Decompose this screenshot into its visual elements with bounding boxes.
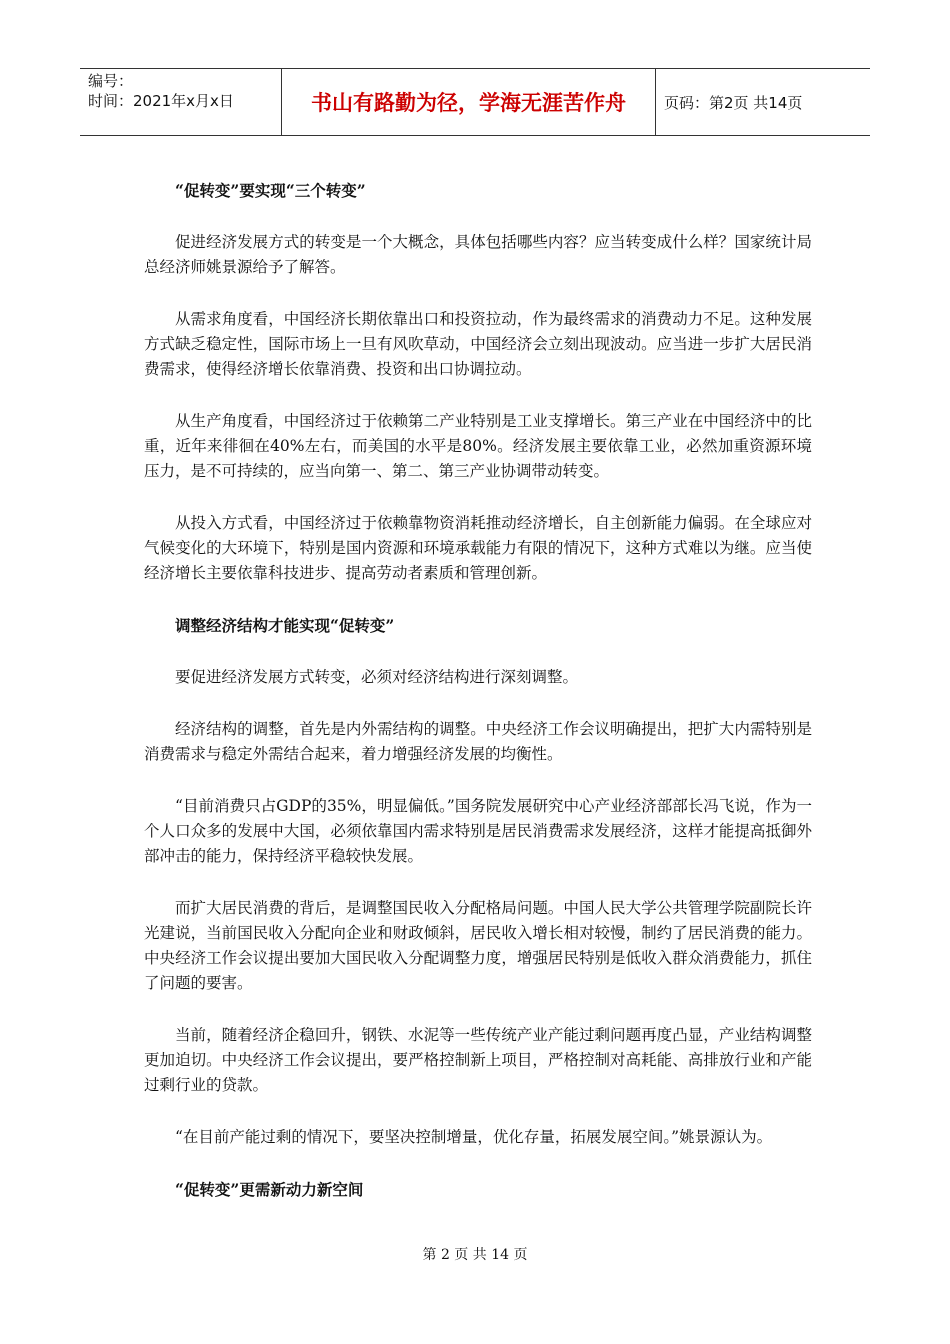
- section-heading: 调整经济结构才能实现“促转变”: [175, 616, 395, 635]
- paragraph: 从生产角度看，中国经济过于依赖第二产业特别是工业支撑增长。第三产业在中国经济中的比重，近年来徘徊在40%左右，而美国的水平是80%。经济发展主要依靠工业，必然加重资源环境压力，是不可持续的，应当向第一、第二、第三产业协调带动转变。: [144, 412, 812, 480]
- paragraph: 促进经济发展方式的转变是一个大概念，具体包括哪些内容？应当转变成什么样？国家统计局总经济师姚景源给予了解答。: [144, 233, 812, 276]
- page-footer: 第 2 页 共 14 页: [422, 1247, 528, 1263]
- document-body: [144, 178, 812, 1229]
- paragraph: 经济结构的调整，首先是内外需结构的调整。中央经济工作会议明确提出，把扩大内需特别是消费需求与稳定外需结合起来，着力增强经济发展的均衡性。: [144, 720, 812, 763]
- document-number-label: 编号：: [88, 72, 134, 90]
- header-meta: [80, 69, 282, 135]
- section-heading: “促转变”要实现“三个转变”: [175, 181, 366, 200]
- header-motto: 书山有路勤为径，学海无涯苦作舟: [282, 69, 656, 135]
- section-heading: “促转变”更需新动力新空间: [175, 1180, 364, 1199]
- paragraph: 当前，随着经济企稳回升，钢铁、水泥等一些传统产业产能过剩问题再度凸显，产业结构调整更加迫切。中央经济工作会议提出，要严格控制新上项目，严格控制对高耗能、高排放行业和产能过剩行业的贷款。: [144, 1026, 812, 1094]
- paragraph: 从投入方式看，中国经济过于依赖靠物资消耗推动经济增长，自主创新能力偏弱。在全球应对气候变化的大环境下，特别是国内资源和环境承载能力有限的情况下，这种方式难以为继。应当使经济增长主要依靠科技进步、提高劳动者素质和管理创新。: [144, 514, 812, 582]
- page-header: [80, 68, 870, 136]
- header-page-info: 页码：第2页 共14页: [664, 93, 803, 112]
- paragraph: “目前消费只占GDP的35%，明显偏低。”国务院发展研究中心产业经济部部长冯飞说，作为一个人口众多的发展中大国，必须依靠国内需求特别是居民消费需求发展经济，这样才能提高抵御外部冲击的能力，保持经济平稳较快发展。: [144, 797, 812, 865]
- document-time-label: 时间：2021年x月x日: [88, 92, 234, 110]
- paragraph: 从需求角度看，中国经济长期依靠出口和投资拉动，作为最终需求的消费动力不足。这种发展方式缺乏稳定性，国际市场上一旦有风吹草动，中国经济会立刻出现波动。应当进一步扩大居民消费需求，使得经济增长依靠消费、投资和出口协调拉动。: [144, 310, 812, 378]
- paragraph: 而扩大居民消费的背后，是调整国民收入分配格局问题。中国人民大学公共管理学院副院长许光建说，当前国民收入分配向企业和财政倾斜，居民收入增长相对较慢，制约了居民消费的能力。中央经济工作会议提出要加大国民收入分配调整力度，增强居民特别是低收入群众消费能力，抓住了问题的要害。: [144, 899, 812, 992]
- paragraph: “在目前产能过剩的情况下，要坚决控制增量，优化存量，拓展发展空间。”姚景源认为。: [175, 1128, 773, 1146]
- paragraph: 要促进经济发展方式转变，必须对经济结构进行深刻调整。: [175, 668, 579, 686]
